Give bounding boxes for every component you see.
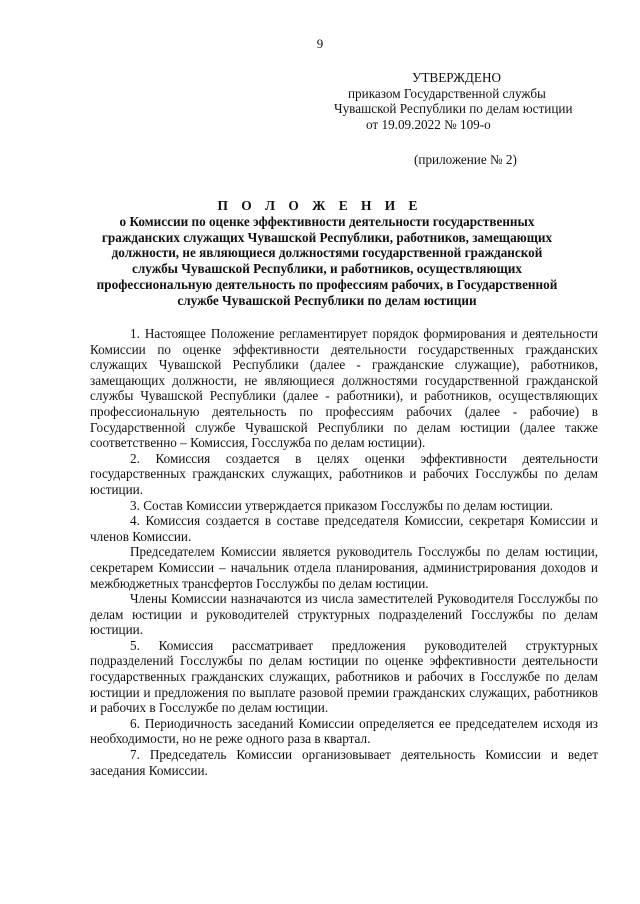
paragraph-3: 3. Состав Комиссии утверждается приказом Госслужбы по делам юстиции. [130, 497, 554, 513]
paragraph-2: 2. Комиссия создается в целях оценки эффективности деятельности государственных гражданских служащих, работников и рабочих Госслужбы по делам юстиции. [90, 450, 598, 497]
approval-title: УТВЕРЖДЕНО [412, 70, 502, 85]
paragraph-7: 7. Председатель Комиссии организовывает деятельность Комиссии и ведет заседания Комиссии. [90, 747, 598, 778]
appendix-label: (приложение № 2) [414, 152, 517, 167]
paragraph-4-chair: Председателем Комиссии является руководитель Госслужбы по делам юстиции, секретарем Комиссии – начальник отдела планирования, администрирования доходов и межбюджетных трансфертов Госслужбы по делам юстиции. [90, 544, 598, 591]
paragraph-6: 6. Периодичность заседаний Комиссии определяется ее председателем исходя из необходимости, но не реже одного раза в квартал. [90, 715, 598, 747]
paragraph-5: 5. Комиссия рассматривает предложения руководителей структурных подразделений Госслужбы по делам юстиции по оценке эффективности деятельности государственных гражданских служащих, работников и рабочих в Госслужбе по делам юстиции и предложения по выплате разовой премии гражданских служащих, работников и рабочих в Госслужбе по делам юстиции. [90, 637, 598, 716]
document-title: П О Л О Ж Е Н И Е [217, 198, 423, 213]
approval-block [328, 70, 598, 132]
approval-date-line: от 19.09.2022 № 109-о [366, 116, 491, 132]
page-number: 9 [316, 36, 324, 51]
paragraph-4: 4. Комиссия создается в составе председателя Комиссии, секретаря Комиссии и членов Комиссии. [90, 513, 598, 544]
document-body [90, 326, 598, 778]
approval-org-line: Чувашской Республики по делам юстиции [334, 101, 573, 117]
paragraph-4-members: Члены Комиссии назначаются из числа заместителей Руководителя Госслужбы по делам юстиции и руководителей структурных подразделений Госслужбы по делам юстиции. [90, 591, 598, 638]
paragraph-1: 1. Настоящее Положение регламентирует порядок формирования и деятельности Комиссии по оценке эффективности деятельности государственных гражданских служащих Чувашской Республики (далее - гражданские служащие), работников, замещающих должности, не являющиеся должностями государственной гражданской службы Чувашской Республики (далее - работники), и работников, осуществляющих профессиональную деятельность по профессиям рабочих (далее - рабочие) в Государственной службе Чувашской Республики по делам юстиции (далее также соответственно – Комиссия, Госслужба по делам юстиции). [90, 326, 598, 451]
approval-order-line: приказом Государственной службы [348, 85, 546, 101]
document-subtitle: о Комиссии по оценке эффективности деятельности государственных гражданских служащих Чувашской Республики, работников, замещающих должности, не являющиеся должностями государственной гражданской службы Чувашской Республики, и работников, осуществляющих профессиональную деятельность по профессиям рабочих, в Государственной службе Чувашской Республики по делам юстиции [96, 214, 558, 308]
